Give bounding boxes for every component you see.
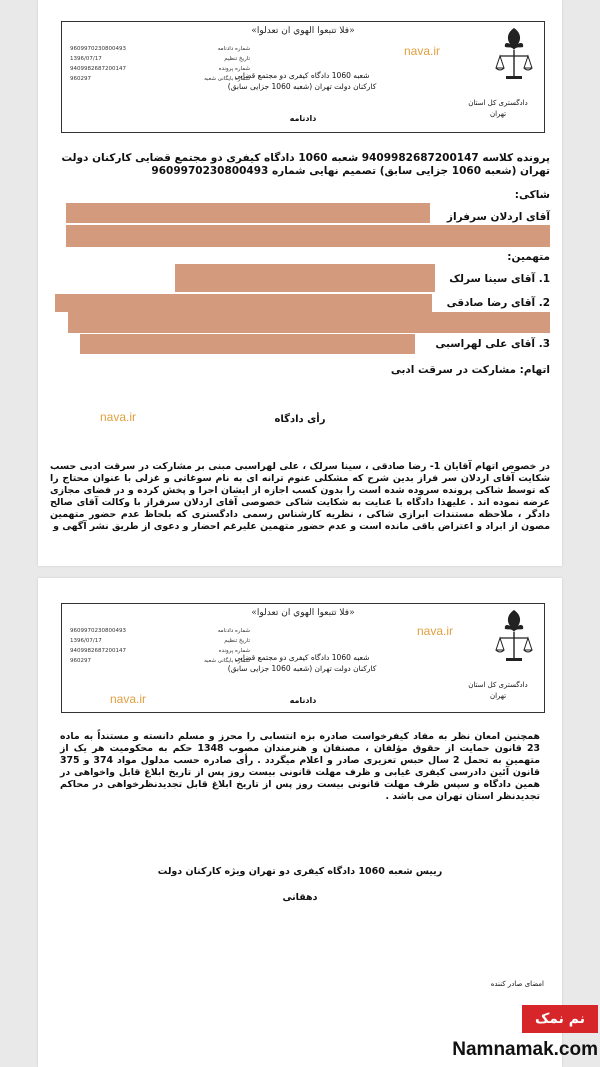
meta-row: 960297 شماره بایگانی شعبه [70, 76, 250, 82]
motto: «فلا تتبعوا الهوي ان تعدلوا» [251, 26, 355, 36]
accused-item: 3. آقای علی لهراسبی [435, 338, 550, 350]
watermark: nava.ir [417, 624, 454, 638]
namnamak-logo-badge: نم نمک [522, 1005, 598, 1033]
accused-label: متهمین: [507, 251, 550, 263]
redaction-block [68, 312, 550, 333]
document-title: دادنامه [289, 696, 317, 705]
charge: اتهام: مشارکت در سرقت ادبی [390, 364, 550, 376]
judiciary-emblem-icon [494, 26, 534, 84]
letterhead [61, 21, 545, 133]
redaction-block [80, 334, 415, 354]
motto: «فلا تتبعوا الهوي ان تعدلوا» [251, 608, 355, 618]
meta-row: 1396/07/17 تاریخ تنظیم [70, 638, 250, 644]
branch-name: شعبه 1060 دادگاه کیفری دو مجتمع قضایی کارکنان دولت تهران (شعبه 1060 جزایی سابق) [227, 653, 377, 673]
meta-row: 960297 شماره بایگانی شعبه [70, 658, 250, 664]
accused-item: 2. آقای رضا صادقی [446, 297, 550, 309]
meta-row: 9409982687200147 شماره پرونده [70, 66, 250, 72]
watermark: nava.ir [110, 692, 147, 706]
judgment-page-1 [38, 0, 562, 566]
meta-row: 9609970230800493 شماره دادنامه [70, 46, 250, 52]
verdict-text: در خصوص اتهام آقایان 1- رضا صادقی ، سینا سرلک ، علی لهراسبی مبنی بر مشارکت در سرقت ادبی حسب شکایت آقای اردلان سر فراز بدین شرح که مشکلی عنوم ترانه ای به نام سوغاتی و غزلی با عنوان محتاج را که توسط شاکی پرونده سروده شده است را بدون کسب اجازه از ایشان اجرا و پخش کرده و در فضای مجازی عرضه نموده اند . علیهذا دادگاه با عنایت به شکایت شاکی خصوصی آقای اردلان سرفراز با وکالت آقای صالح دادگر ، ملاحظه مستندات ابرازی شاکی ، نظریه کارشناس رسمی دادگستری که بلحاظ عدم حضور متهمین مصون از ابراد و اعتراض باقی مانده است و عدم حضور متهمین علیرغم احضار و دعوی از طریق نشر آگهی و [50, 461, 550, 532]
verdict-title: رأی دادگاه [274, 414, 326, 425]
judgment-body: همچنین امعان نظر به مفاد کیفرخواست صادره بزه انتسابی را محرز و مسلم دانسته و مستنداً به ماده 23 قانون حمایت از حقوق مؤلفان ، مصنفان و هنرمندان مصوب 1348 حکم به محکومیت هر یک از متهمین به تحمل 2 سال حبس تعزیری صادر و اعلام میگردد . رأی صادره حسب مدلول مواد 374 و 375 قانون آئین دادرسی کیفری غیابی و ظرف مهلت قانونی بیست روز پس از تاریخ ابلاغ قابل واخواهی در همین دادگاه و سپس ظرف مهلت قانونی بیست روز پس از تاریخ ابلاغ قابل تجدیدنظرخواهی در محاکم تجدیدنظر استان تهران می باشد . [60, 731, 540, 802]
redaction-block [55, 294, 432, 312]
letterhead [61, 603, 545, 713]
signature-title: رییس شعبه 1060 دادگاه کیفری دو تهران ویژه کارکنان دولت [157, 866, 443, 877]
watermark: nava.ir [100, 410, 137, 424]
court-name: دادگستری کل استان تهران [468, 681, 528, 700]
plaintiff-name: آقای اردلان سرفراز [446, 211, 550, 223]
court-name: دادگستری کل استان تهران [468, 99, 528, 118]
case-heading: پرونده کلاسه 9409982687200147 شعبه 1060 دادگاه کیفری دو مجتمع قضایی کارکنان دولت تهران (شعبه 1060 جزایی سابق) تصمیم نهایی شماره 9609970230800493 [61, 152, 550, 177]
signature-name: دهقانی [282, 892, 318, 903]
branch-name: شعبه 1060 دادگاه کیفری دو مجتمع قضایی کارکنان دولت تهران (شعبه 1060 جزایی سابق) [227, 71, 377, 91]
judgment-page-2 [38, 578, 562, 1067]
plaintiff-label: شاکی: [514, 189, 550, 201]
meta-row: 1396/07/17 تاریخ تنظیم [70, 56, 250, 62]
redaction-block [175, 264, 435, 292]
accused-item: 1. آقای سینا سرلک [449, 273, 550, 285]
meta-row: 9609970230800493 شماره دادنامه [70, 628, 250, 634]
document-title: دادنامه [289, 114, 317, 123]
redaction-block [66, 225, 550, 247]
issuer-label: امضای صادر کننده [490, 980, 544, 988]
watermark: nava.ir [404, 44, 441, 58]
judiciary-emblem-icon [494, 608, 534, 666]
meta-row: 9409982687200147 شماره پرونده [70, 648, 250, 654]
site-name: Namnamak.com [452, 1039, 598, 1060]
redaction-block [66, 203, 430, 223]
